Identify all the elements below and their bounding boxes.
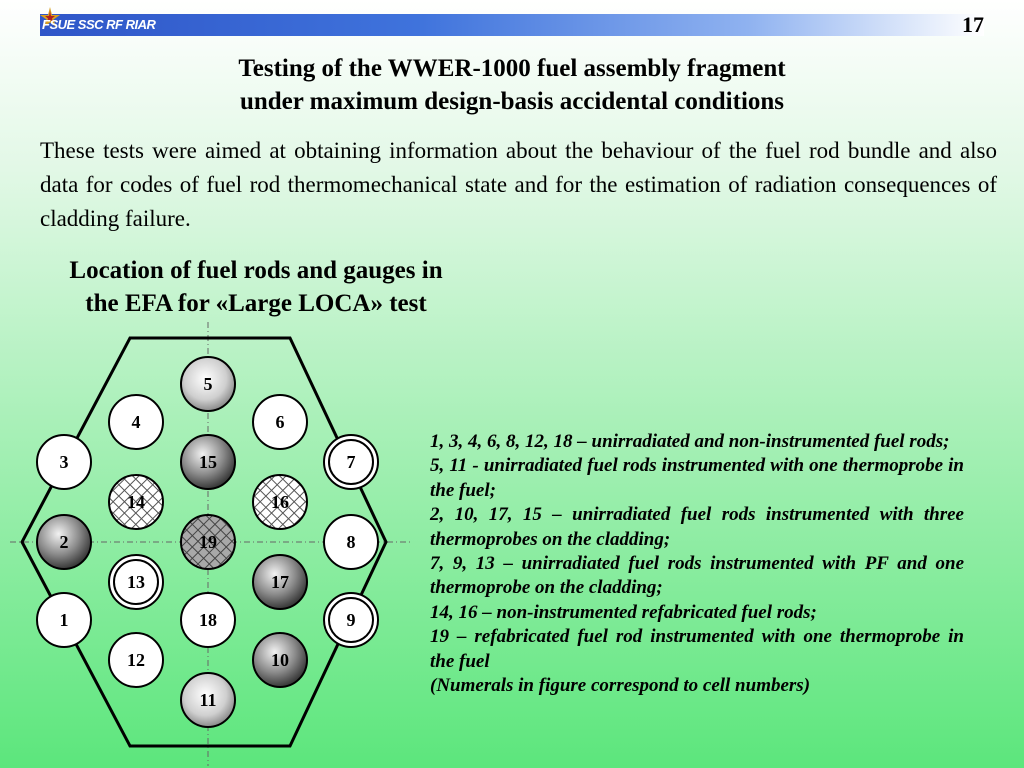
- legend-item: (Numerals in figure correspond to cell numbers): [430, 675, 811, 697]
- subtitle-line-2: the EFA for «Large LOCA» test: [85, 290, 427, 317]
- fuel-assembly-diagram: [0, 320, 420, 768]
- rod-cell-label: 14: [127, 492, 145, 512]
- org-name: FSUE SSC RF RIAR: [42, 17, 156, 32]
- subtitle-line-1: Location of fuel rods and gauges in: [69, 257, 443, 284]
- rod-cell-label: 16: [271, 492, 289, 512]
- rod-cell-label: 1: [59, 610, 69, 630]
- rod-cell-1: [37, 593, 91, 647]
- rod-cell-10: [253, 633, 307, 687]
- legend: [430, 430, 964, 698]
- intro-paragraph: These tests were aimed at obtaining information about the behaviour of the fuel rod bundle and also data for codes of fuel rod thermomechanical state and for the estimation of radiation consequences of cladding failure.: [40, 138, 997, 231]
- legend-item: 19 – refabricated fuel rod instrumented with one thermoprobe in the fuel: [430, 626, 964, 672]
- legend-item: 7, 9, 13 – unirradiated fuel rods instrumented with PF and one thermoprobe on the cladding;: [430, 553, 964, 599]
- rod-cell-17: [253, 555, 307, 609]
- rod-cell-label: 8: [346, 532, 356, 552]
- rod-cell-label: 11: [199, 690, 217, 710]
- rod-cell-14: [109, 475, 163, 529]
- rod-cell-label: 13: [127, 572, 145, 592]
- rod-cell-8: [324, 515, 378, 569]
- rod-cell-label: 2: [59, 532, 69, 552]
- rod-cell-label: 4: [131, 412, 141, 432]
- rod-cell-label: 9: [346, 610, 356, 630]
- diagram-title: [14, 254, 498, 320]
- rod-cell-5: [181, 357, 235, 411]
- legend-item: 1, 3, 4, 6, 8, 12, 18 – unirradiated and non-instrumented fuel rods;: [430, 431, 950, 452]
- legend-item: 2, 10, 17, 15 – unirradiated fuel rods instrumented with three thermoprobes on the cladding;: [430, 504, 964, 550]
- rod-cell-label: 15: [199, 452, 217, 472]
- rod-cell-19: [181, 515, 235, 569]
- rod-cell-label: 19: [199, 532, 217, 552]
- title-line-1: Testing of the WWER-1000 fuel assembly fragment: [238, 55, 786, 82]
- rod-cell-18: [181, 593, 235, 647]
- page-number: 17: [962, 12, 984, 37]
- rod-cell-label: 7: [346, 452, 356, 472]
- rod-cell-15: [181, 435, 235, 489]
- rod-cell-9: [324, 593, 378, 647]
- rod-cell-label: 18: [199, 610, 217, 630]
- legend-item: 14, 16 – non-instrumented refabricated fuel rods;: [430, 601, 817, 623]
- rod-cell-label: 10: [271, 650, 289, 670]
- rod-cell-7: [324, 435, 378, 489]
- rod-cell-12: [109, 633, 163, 687]
- rod-cell-13: [109, 555, 163, 609]
- rod-cell-label: 5: [203, 374, 213, 394]
- rod-cell-3: [37, 435, 91, 489]
- rod-cell-16: [253, 475, 307, 529]
- rod-cell-label: 3: [59, 452, 69, 472]
- rod-cell-label: 6: [275, 412, 285, 432]
- title-line-2: under maximum design-basis accidental conditions: [239, 88, 785, 115]
- rod-cell-11: [181, 673, 235, 727]
- page-title: [0, 52, 1024, 118]
- legend-item: 5, 11 - unirradiated fuel rods instrumented with one thermoprobe in the fuel;: [430, 455, 964, 501]
- rod-cell-label: 17: [271, 572, 289, 592]
- rod-cell-2: [37, 515, 91, 569]
- rod-cell-6: [253, 395, 307, 449]
- rod-cell-4: [109, 395, 163, 449]
- rod-cell-label: 12: [127, 650, 145, 670]
